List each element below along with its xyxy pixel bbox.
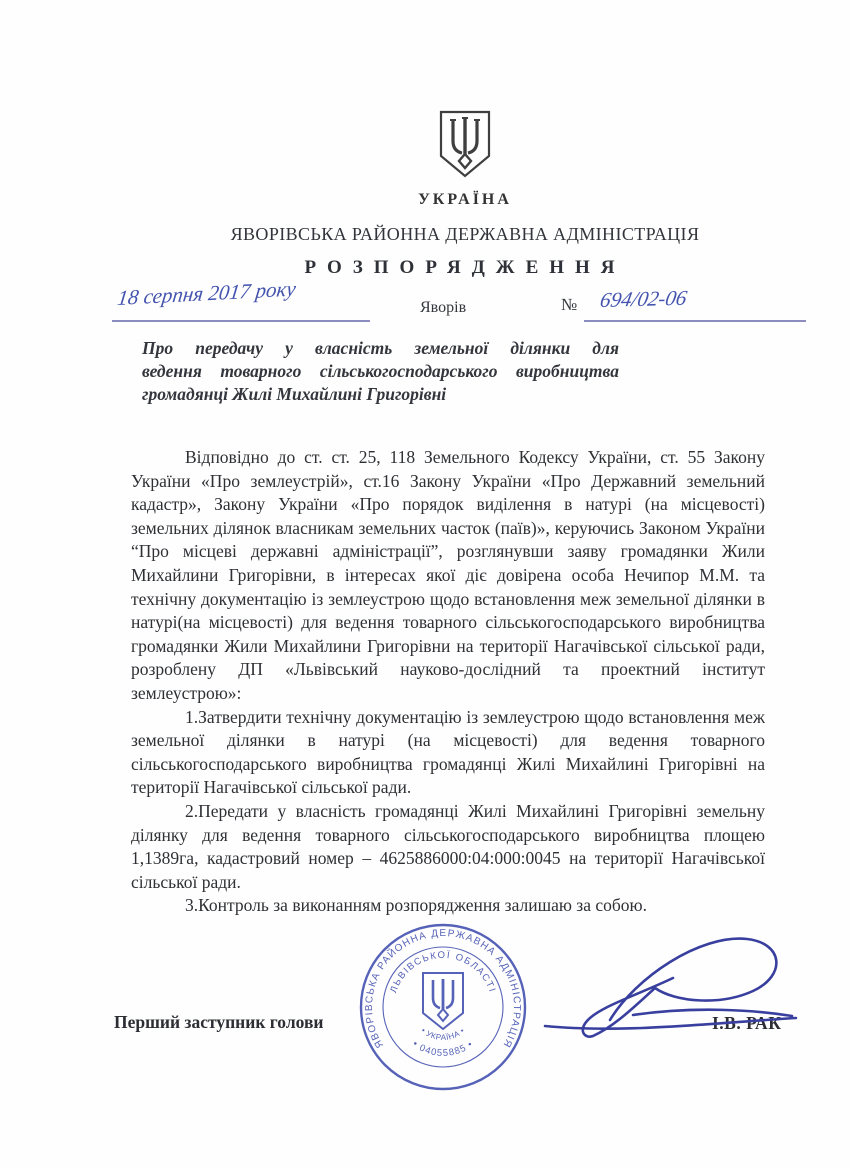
handwritten-number: 694/02-06 [598,285,689,312]
number-underline [584,320,806,322]
document-header [95,110,835,279]
item-3: 3.Контроль за виконанням розпорядження залишаю за собою. [185,895,647,916]
intro-paragraph: Відповідно до ст. ст. 25, 118 Земельного Кодексу України, ст. 55 Закону України «Про землеустрій», ст.16 Закону України «Про Державний земельний кадастр», Закону України «Про порядок виділення в натурі (на місцевості) земельних ділянок власникам земельних часток (паїв)», керуючись Законом України “Про місцеві державні адміністрації”, розглянувши заяву громадянки Жили Михайлини Григорівни, в інтересах якої діє довірена особа Нечипор М.М. та технічну документацію із землеустрою щодо встановлення меж земельної ділянки в натурі(на місцевості) для ведення товарного сільськогосподарського виробництва громадянки Жили Михайлини Григорівни на території Нагачівської сільської ради, розроблену ДП «Львівський науково-дослідний та проектний інститут землеустрою»: [131,447,765,703]
handwritten-signature [515,918,805,1050]
coat-of-arms-icon [439,110,491,178]
organization-name: ЯВОРІВСЬКА РАЙОННА ДЕРЖАВНА АДМІНІСТРАЦІЯ [230,224,700,244]
date-underline [112,320,370,322]
document-body [131,446,765,918]
stamp-trident-icon [423,973,463,1029]
subject-block [142,337,619,406]
country-label: УКРАЇНА [418,191,512,208]
stamp-code-text: • 04055885 • [410,1038,476,1060]
subject-line: ведення товарного сільськогосподарського виробництва [142,361,619,381]
stamp-inner-ring-text: ЛЬВІВСЬКОЇ ОБЛАСТІ [388,949,498,995]
stamp-country-text: • УКРАЇНА • [419,1025,467,1043]
official-round-stamp [358,922,528,1092]
number-sign: № [561,295,578,314]
issue-place: Яворів [420,299,467,316]
item-1: 1.Затвердити технічну документацію із землеустрою щодо встановлення меж земельної ділянки в натурі (на місцевості) для ведення товарного сільськогосподарського виробництва громадянці Жилі Михайлині Григорівні на території Нагачівської сільської ради. [131,706,765,798]
item-2: 2.Передати у власність громадянці Жилі Михайлині Григорівні земельну ділянку для ведення товарного сільськогосподарського виробництва площею 1,1389га, кадастровий номер – 4625886000:04:000:0045 на території Нагачівської сільської ради. [131,800,765,892]
subject-line: громадянці Жилі Михайлині Григорівні [142,384,447,404]
handwritten-date: 18 серпня 2017 року [116,276,298,310]
document-type-title: РОЗПОРЯДЖЕННЯ [304,257,626,278]
subject-line: Про передачу у власність земельної ділянки для [142,338,619,358]
stamp-ring-text: ЯВОРІВСЬКА РАЙОННА ДЕРЖАВНА АДМІНІСТРАЦІЯ [363,928,523,1050]
signer-position: Перший заступник голови [114,1012,324,1032]
signer-name: І.В. РАК [712,1013,782,1033]
